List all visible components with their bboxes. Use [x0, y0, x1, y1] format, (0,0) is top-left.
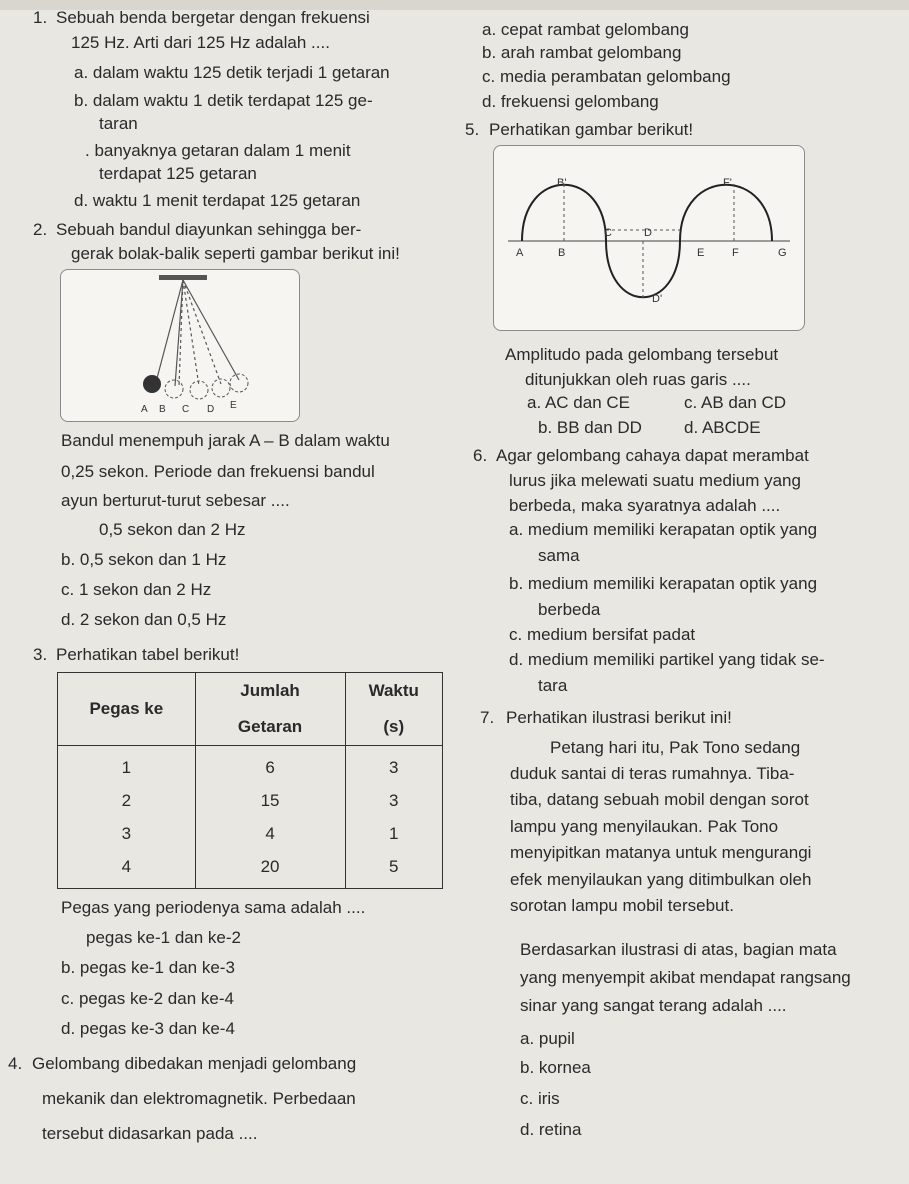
pendulum-bob-a	[143, 375, 161, 393]
q2-text-line1: Sebuah bandul diayunkan sehingga ber-	[56, 220, 362, 239]
q6-text-line3: berbeda, maka syaratnya adalah ....	[509, 496, 781, 515]
q1-text-line1: Sebuah benda bergetar dengan frekuensi	[56, 8, 370, 27]
cell-getaran: 4	[195, 817, 345, 850]
q6-option-a-line2: sama	[538, 546, 580, 565]
pendulum-diagram	[61, 270, 299, 421]
wave-label-f: F	[732, 247, 739, 259]
wave-label-a: A	[516, 247, 524, 259]
q4-option-c: c. media perambatan gelombang	[482, 67, 731, 86]
q7-option-b: b. kornea	[520, 1058, 591, 1077]
cell-getaran: 20	[195, 850, 345, 889]
q1-option-c-line1: . banyaknya getaran dalam 1 menit	[85, 141, 351, 160]
cell-pegas: 4	[58, 850, 196, 889]
q2-option-b: b. 0,5 sekon dan 1 Hz	[61, 550, 227, 569]
q5-option-c: c. AB dan CD	[684, 393, 787, 412]
wave-label-b: B	[558, 247, 566, 259]
q3-option-c: c. pegas ke-2 dan ke-4	[61, 989, 234, 1008]
wave-diagram	[494, 146, 804, 330]
q1-option-d: d. waktu 1 menit terdapat 125 getaran	[74, 191, 361, 210]
q7-para-line6: efek menyilaukan yang ditimbulkan oleh	[510, 870, 812, 889]
table-header-pegas: Pegas ke	[58, 673, 196, 746]
q6-text-line2: lurus jika melewati suatu medium yang	[509, 471, 801, 490]
q7-question-line1: Berdasarkan ilustrasi di atas, bagian mata	[520, 940, 837, 959]
q5-option-d: d. ABCDE	[684, 418, 761, 437]
q5-text-line2: Amplitudo pada gelombang tersebut	[505, 345, 779, 364]
q3-text-line1: Perhatikan tabel berikut!	[56, 645, 240, 664]
q6-option-c: c. medium bersifat padat	[509, 625, 696, 644]
q7-para-line4: lampu yang menyilaukan. Pak Tono	[510, 817, 779, 836]
q6-option-d-line1: d. medium memiliki partikel yang tidak se-	[509, 650, 825, 669]
q7-option-c: c. iris	[520, 1089, 560, 1108]
pendulum-strings	[156, 280, 239, 386]
q7-text-line1: Perhatikan ilustrasi berikut ini!	[506, 708, 732, 727]
wave-label-g: G	[778, 247, 787, 259]
table-header-jumlah: Jumlah	[195, 673, 345, 710]
q4-option-d: d. frekuensi gelombang	[482, 92, 659, 111]
wave-label-bprime: B'	[557, 177, 567, 189]
q7-question-line3: sinar yang sangat terang adalah ....	[520, 996, 787, 1015]
q2-text-line2: gerak bolak-balik seperti gambar berikut ini!	[71, 244, 400, 263]
q7-para-line3: tiba, datang sebuah mobil dengan sorot	[510, 790, 809, 809]
table-header-seconds: (s)	[345, 709, 443, 746]
q6-number: 6.	[473, 446, 488, 465]
wave-label-fprime: F'	[723, 177, 732, 189]
q2-text-line3: Bandul menempuh jarak A – B dalam waktu	[61, 431, 390, 450]
q1-option-b-line2: taran	[99, 114, 138, 133]
q3-question: Pegas yang periodenya sama adalah ....	[61, 898, 366, 917]
q3-option-a: pegas ke-1 dan ke-2	[86, 928, 241, 947]
cell-pegas: 3	[58, 817, 196, 850]
pendulum-support	[159, 275, 207, 280]
cell-waktu: 1	[345, 817, 443, 850]
cell-getaran: 6	[195, 746, 345, 785]
cell-waktu: 5	[345, 850, 443, 889]
q2-text-line5: ayun berturut-turut sebesar ....	[61, 491, 290, 510]
table-row	[58, 817, 443, 850]
q4-number: 4.	[8, 1054, 23, 1073]
pendulum-figure	[60, 269, 300, 422]
table-header-getaran: Getaran	[195, 709, 345, 746]
cell-waktu: 3	[345, 784, 443, 817]
q2-number: 2.	[33, 220, 48, 239]
wave-label-dprime: D'	[652, 293, 663, 305]
wave-label-c: C	[604, 227, 612, 239]
q2-option-c: c. 1 sekon dan 2 Hz	[61, 580, 212, 599]
q7-para-line5: menyipitkan matanya untuk mengurangi	[510, 843, 812, 862]
q7-number: 7.	[480, 708, 495, 727]
pendulum-label-b: B	[159, 404, 166, 415]
q5-number: 5.	[465, 120, 480, 139]
q2-option-a: 0,5 sekon dan 2 Hz	[99, 520, 246, 539]
cell-getaran: 15	[195, 784, 345, 817]
cell-waktu: 3	[345, 746, 443, 785]
pendulum-label-c: C	[182, 404, 190, 415]
pendulum-label-d: D	[207, 404, 215, 415]
q7-option-a: a. pupil	[520, 1029, 575, 1048]
table-row	[58, 746, 443, 785]
wave-label-e: E	[697, 247, 705, 259]
pendulum-bob-e	[230, 374, 248, 392]
q4-text-line3: tersebut didasarkan pada ....	[42, 1124, 258, 1143]
q4-text-line1: Gelombang dibedakan menjadi gelombang	[32, 1054, 357, 1073]
spring-table	[57, 672, 443, 889]
q4-option-b: b. arah rambat gelombang	[482, 43, 682, 62]
pendulum-label-e: E	[230, 400, 237, 411]
pendulum-label-a: A	[141, 404, 148, 415]
table-header-waktu: Waktu	[345, 673, 443, 710]
q4-option-a: a. cepat rambat gelombang	[482, 20, 689, 39]
q7-para-line2: duduk santai di teras rumahnya. Tiba-	[510, 764, 795, 783]
q3-option-b: b. pegas ke-1 dan ke-3	[61, 958, 235, 977]
pendulum-bob-d	[212, 379, 230, 397]
q5-text-line3: ditunjukkan oleh ruas garis ....	[525, 370, 751, 389]
q7-question-line2: yang menyempit akibat mendapat rangsang	[520, 968, 851, 987]
q7-option-d: d. retina	[520, 1120, 582, 1139]
q3-option-d: d. pegas ke-3 dan ke-4	[61, 1019, 235, 1038]
table-row	[58, 784, 443, 817]
q1-option-c-line2: terdapat 125 getaran	[99, 164, 257, 183]
q4-text-line2: mekanik dan elektromagnetik. Perbedaan	[42, 1089, 356, 1108]
cell-pegas: 1	[58, 746, 196, 785]
pendulum-bob-b	[165, 380, 183, 398]
wave-figure	[493, 145, 805, 331]
q5-text-line1: Perhatikan gambar berikut!	[489, 120, 694, 139]
table-row	[58, 850, 443, 889]
q6-option-b-line1: b. medium memiliki kerapatan optik yang	[509, 574, 818, 593]
q6-option-d-line2: tara	[538, 676, 568, 695]
q1-option-b-line1: b. dalam waktu 1 detik terdapat 125 ge-	[74, 91, 373, 110]
q3-number: 3.	[33, 645, 48, 664]
q2-option-d: d. 2 sekon dan 0,5 Hz	[61, 610, 227, 629]
q6-text-line1: Agar gelombang cahaya dapat merambat	[496, 446, 809, 465]
q1-number: 1.	[33, 8, 48, 27]
q2-text-line4: 0,25 sekon. Periode dan frekuensi bandul	[61, 462, 375, 481]
q7-para-line1: Petang hari itu, Pak Tono sedang	[550, 738, 801, 757]
q6-option-a-line1: a. medium memiliki kerapatan optik yang	[509, 520, 818, 539]
q5-option-b: b. BB dan DD	[538, 418, 642, 437]
q1-text-line2: 125 Hz. Arti dari 125 Hz adalah ....	[71, 33, 330, 52]
wave-label-d: D	[644, 227, 652, 239]
q5-option-a: a. AC dan CE	[527, 393, 631, 412]
q6-option-b-line2: berbeda	[538, 600, 601, 619]
q7-para-line7: sorotan lampu mobil tersebut.	[510, 896, 734, 915]
cell-pegas: 2	[58, 784, 196, 817]
q1-option-a: a. dalam waktu 125 detik terjadi 1 getaran	[74, 63, 390, 82]
